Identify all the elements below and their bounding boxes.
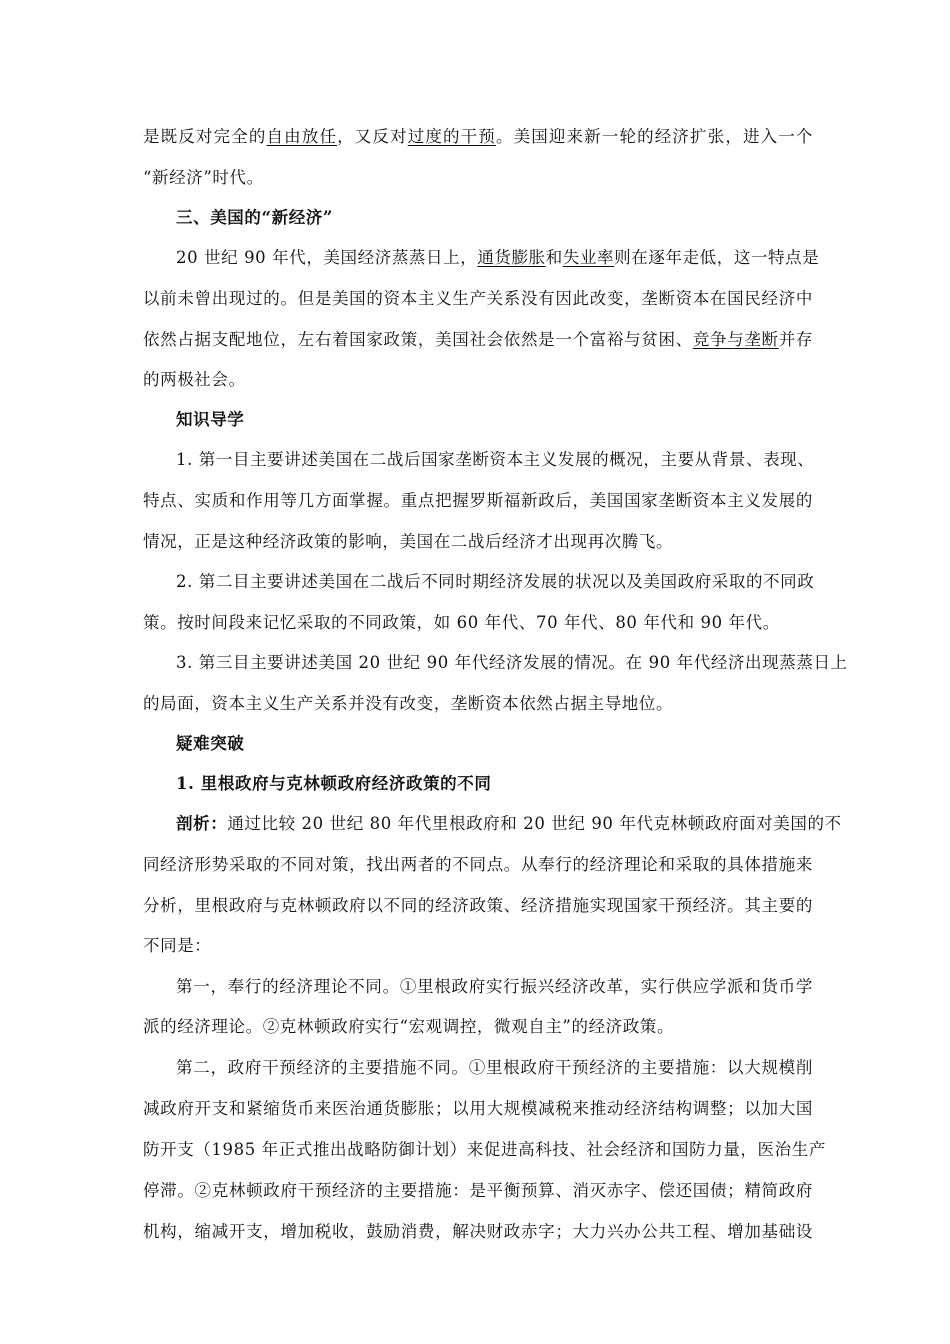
section-heading-difficulties: 疑难突破	[176, 734, 245, 753]
underlined-term-unemployment: 失业率	[562, 248, 615, 267]
section-heading-knowledge-guide: 知识导学	[176, 410, 245, 429]
paragraph-line-20: 分析，里根政府与克林顿政府以不同的经济政策、经济措施实现国家干预经济。其主要的	[143, 896, 813, 915]
paragraph-line-15: 的局面，资本主义生产关系并没有改变，垄断资本依然占据主导地位。	[143, 694, 674, 713]
paragraph-line-10: 特点、实质和作用等几方面掌握。重点把握罗斯福新政后，美国国家垄断资本主义发展的	[143, 491, 813, 510]
text-segment: 通过比较 20 世纪 80 年代里根政府和 20 世纪 90 年代克林顿政府面对美国的不	[227, 814, 842, 833]
analysis-label: 剖析：	[176, 814, 228, 833]
paragraph-line-1	[143, 126, 813, 148]
section-heading-new-economy: 三、美国的“新经济”	[176, 208, 333, 227]
paragraph-line-6	[143, 329, 813, 351]
paragraph-line-27: 停滞。②克林顿政府干预经济的主要措施：是平衡预算、消灭赤字、偿还国债；精简政府	[143, 1181, 813, 1200]
paragraph-line-28: 机构，缩减开支，增加税收，鼓励消费，解决财政赤字；大力兴办公共工程、增加基础设	[143, 1222, 813, 1241]
underlined-term-competition-monopoly: 竞争与垄断	[692, 330, 779, 349]
paragraph-line-13: 策。按时间段来记忆采取的不同政策，如 60 年代、70 年代、80 年代和 90 年代。	[143, 613, 780, 632]
paragraph-line-14: 3. 第三目主要讲述美国 20 世纪 90 年代经济发展的情况。在 90 年代经济出现蒸蒸日上	[176, 653, 848, 672]
underlined-term-inflation: 通货膨胀	[477, 248, 546, 267]
text-segment: 。美国迎来新一轮的经济扩张，进入一个	[495, 127, 814, 146]
paragraph-line-7: 的两极社会。	[143, 370, 246, 389]
text-segment: 是既反对完全的	[143, 127, 267, 146]
paragraph-line-22: 第一，奉行的经济理论不同。①里根政府实行振兴经济改革，实行供应学派和货币学	[176, 977, 813, 996]
underlined-term-excessive-intervention: 过度的干预	[407, 127, 496, 146]
subheading-policy-differences: 1. 里根政府与克林顿政府经济政策的不同	[176, 774, 492, 793]
paragraph-line-12: 2. 第二目主要讲述美国在二战后不同时期经济发展的状况以及美国政府采取的不同政	[176, 572, 815, 591]
paragraph-line-4	[176, 247, 820, 269]
paragraph-line-24: 第二，政府干预经济的主要措施不同。①里根政府干预经济的主要措施：以大规模削	[176, 1058, 813, 1077]
paragraph-line-21: 不同是：	[143, 936, 212, 955]
paragraph-line-25: 减政府开支和紧缩货币来医治通货膨胀；以用大规模减税来推动经济结构调整；以加大国	[143, 1099, 813, 1118]
paragraph-line-23: 派的经济理论。②克林顿政府实行“宏观调控，微观自主”的经济政策。	[143, 1017, 675, 1036]
paragraph-line-26: 防开支（1985 年正式推出战略防御计划）来促进高科技、社会经济和国防力量，医治生产	[143, 1140, 826, 1159]
paragraph-line-2: “新经济”时代。	[143, 168, 264, 187]
text-segment: 则在逐年走低，这一特点是	[614, 248, 820, 267]
text-segment: ，又反对	[337, 127, 408, 146]
paragraph-line-9: 1. 第一目主要讲述美国在二战后国家垄断资本主义发展的概况，主要从背景、表现、	[176, 450, 815, 469]
text-segment: 20 世纪 90 年代，美国经济蒸蒸日上，	[176, 248, 478, 267]
paragraph-line-18	[176, 813, 842, 835]
underlined-term-free-market: 自由放任	[266, 127, 338, 146]
text-segment: 和	[545, 248, 563, 267]
paragraph-line-11: 情况，正是这种经济政策的影响，美国在二战后经济才出现再次腾飞。	[143, 532, 674, 551]
paragraph-line-5: 以前未曾出现过的。但是美国的资本主义生产关系没有因此改变，垄断资本在国民经济中	[143, 289, 813, 308]
paragraph-line-19: 同经济形势采取的不同对策，找出两者的不同点。从奉行的经济理论和采取的具体措施来	[143, 855, 813, 874]
text-segment: 并存	[778, 330, 814, 349]
text-segment: 依然占据支配地位，左右着国家政策，美国社会依然是一个富裕与贫困、	[143, 330, 693, 349]
